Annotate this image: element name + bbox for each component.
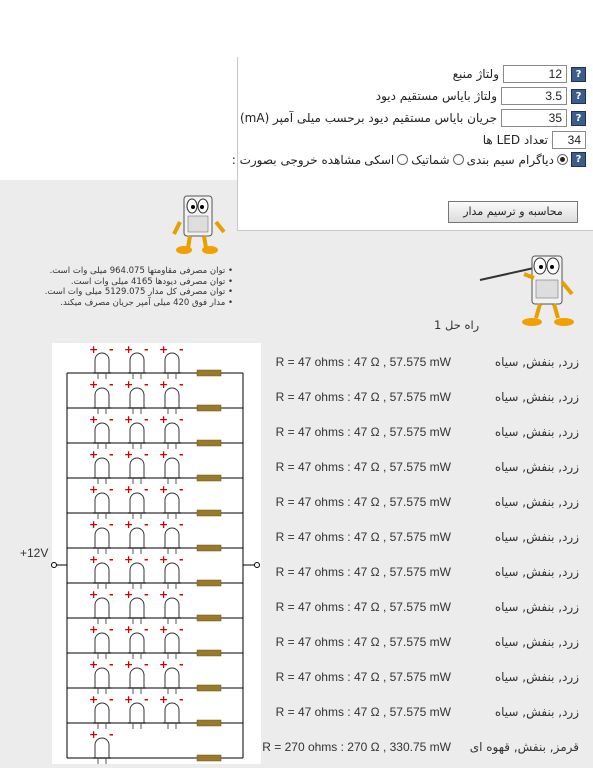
forward-voltage-input[interactable]: 3.5 bbox=[501, 87, 567, 105]
led-minus-sign: - bbox=[144, 693, 149, 706]
led-minus-sign: - bbox=[109, 518, 114, 531]
led-minus-sign: - bbox=[144, 658, 149, 671]
option-schematic-label[interactable]: شماتیک bbox=[411, 152, 450, 167]
led-plus-sign: + bbox=[124, 693, 134, 706]
led-icon bbox=[130, 528, 144, 548]
led-icon bbox=[130, 703, 144, 723]
led-icon bbox=[130, 353, 144, 373]
led-minus-sign: - bbox=[144, 518, 149, 531]
led-plus-sign: + bbox=[124, 553, 134, 566]
led-icon bbox=[95, 703, 109, 723]
led-minus-sign: - bbox=[179, 448, 184, 461]
led-minus-sign: - bbox=[179, 553, 184, 566]
led-icon bbox=[165, 353, 179, 373]
led-minus-sign: - bbox=[109, 448, 114, 461]
resistor-icon bbox=[197, 510, 221, 516]
resistor-result-row bbox=[259, 635, 579, 655]
led-icon bbox=[165, 598, 179, 618]
led-minus-sign: - bbox=[109, 693, 114, 706]
led-minus-sign: - bbox=[179, 588, 184, 601]
led-plus-sign: + bbox=[124, 623, 134, 636]
solution-label: راه حل 1 bbox=[434, 318, 480, 332]
resistor-icon bbox=[197, 405, 221, 411]
resistor-icon bbox=[197, 615, 221, 621]
stat-total-current: • مدار فوق 420 میلی آمپر جریان مصرف میکند. bbox=[8, 298, 233, 309]
resistor-icon bbox=[197, 720, 221, 726]
led-plus-sign: + bbox=[159, 693, 169, 706]
stat-diode-power: • توان مصرفی دیودها 4165 میلی وات است. bbox=[8, 277, 233, 288]
led-icon bbox=[165, 703, 179, 723]
forward-current-input[interactable]: 35 bbox=[501, 109, 567, 127]
led-icon bbox=[130, 458, 144, 478]
resistor-result-row bbox=[259, 355, 579, 375]
resistor-result-row bbox=[259, 705, 579, 725]
led-plus-sign: + bbox=[89, 343, 99, 356]
resistor-value: R = 47 ohms : 47 Ω , 57.575 mW bbox=[275, 635, 451, 649]
help-icon[interactable]: ? bbox=[571, 152, 586, 167]
led-icon bbox=[95, 493, 109, 513]
led-minus-sign: - bbox=[109, 413, 114, 426]
led-minus-sign: - bbox=[144, 588, 149, 601]
led-plus-sign: + bbox=[159, 483, 169, 496]
resistor-color-code: زرد, بنفش, سیاه bbox=[494, 530, 579, 544]
led-plus-sign: + bbox=[124, 343, 134, 356]
resistor-color-code: قرمز, بنفش, قهوه ای bbox=[469, 740, 579, 754]
help-icon[interactable]: ? bbox=[571, 89, 586, 104]
resistor-result-row bbox=[259, 670, 579, 690]
led-plus-sign: + bbox=[159, 553, 169, 566]
led-plus-sign: + bbox=[124, 413, 134, 426]
led-icon bbox=[95, 388, 109, 408]
led-plus-sign: + bbox=[89, 448, 99, 461]
led-icon bbox=[165, 493, 179, 513]
led-plus-sign: + bbox=[89, 728, 99, 741]
led-icon bbox=[95, 458, 109, 478]
led-icon bbox=[165, 528, 179, 548]
resistor-result-row bbox=[259, 530, 579, 550]
led-minus-sign: - bbox=[109, 378, 114, 391]
led-plus-sign: + bbox=[159, 448, 169, 461]
led-icon bbox=[130, 668, 144, 688]
led-minus-sign: - bbox=[144, 343, 149, 356]
led-plus-sign: + bbox=[124, 658, 134, 671]
resistor-icon bbox=[197, 755, 221, 761]
stat-resistor-power: • توان مصرفی مقاومتها 964.075 میلی وات است. bbox=[8, 266, 233, 277]
led-minus-sign: - bbox=[109, 483, 114, 496]
led-minus-sign: - bbox=[179, 658, 184, 671]
led-plus-sign: + bbox=[124, 518, 134, 531]
led-minus-sign: - bbox=[179, 483, 184, 496]
led-minus-sign: - bbox=[179, 518, 184, 531]
led-minus-sign: - bbox=[109, 728, 114, 741]
led-plus-sign: + bbox=[124, 448, 134, 461]
led-plus-sign: + bbox=[89, 378, 99, 391]
led-plus-sign: + bbox=[159, 343, 169, 356]
resistor-result-row bbox=[259, 425, 579, 445]
resistor-icon bbox=[197, 650, 221, 656]
led-minus-sign: - bbox=[109, 343, 114, 356]
led-icon bbox=[165, 563, 179, 583]
led-icon bbox=[95, 423, 109, 443]
source-voltage-input[interactable]: 12 bbox=[503, 65, 567, 83]
resistor-value: R = 47 ohms : 47 Ω , 57.575 mW bbox=[275, 705, 451, 719]
resistor-value: R = 47 ohms : 47 Ω , 57.575 mW bbox=[275, 670, 451, 684]
led-minus-sign: - bbox=[144, 553, 149, 566]
led-minus-sign: - bbox=[179, 343, 184, 356]
resistor-result-row bbox=[259, 495, 579, 515]
option-ascii-label[interactable]: اسکی bbox=[364, 152, 395, 167]
led-plus-sign: + bbox=[89, 658, 99, 671]
resistor-color-code: زرد, بنفش, سیاه bbox=[494, 705, 579, 719]
resistor-value: R = 47 ohms : 47 Ω , 57.575 mW bbox=[275, 565, 451, 579]
resistor-color-code: زرد, بنفش, سیاه bbox=[494, 495, 579, 509]
supply-voltage-label: +12V bbox=[20, 546, 49, 560]
output-view-label: مشاهده خروجی بصورت : bbox=[231, 152, 362, 167]
resistor-icon bbox=[197, 440, 221, 446]
led-minus-sign: - bbox=[144, 378, 149, 391]
led-plus-sign: + bbox=[124, 588, 134, 601]
resistor-color-code: زرد, بنفش, سیاه bbox=[494, 565, 579, 579]
led-minus-sign: - bbox=[179, 623, 184, 636]
led-icon bbox=[130, 598, 144, 618]
resistor-color-code: زرد, بنفش, سیاه bbox=[494, 390, 579, 404]
led-icon bbox=[165, 458, 179, 478]
resistor-color-code: زرد, بنفش, سیاه bbox=[494, 600, 579, 614]
led-plus-sign: + bbox=[89, 518, 99, 531]
led-icon bbox=[130, 423, 144, 443]
resistor-result-row bbox=[259, 740, 579, 760]
option-wiring-label[interactable]: دیاگرام سیم بندی bbox=[466, 152, 554, 167]
led-count-label: تعداد LED ها bbox=[482, 133, 548, 147]
resistor-value: R = 47 ohms : 47 Ω , 57.575 mW bbox=[275, 600, 451, 614]
resistor-value: R = 47 ohms : 47 Ω , 57.575 mW bbox=[275, 460, 451, 474]
led-icon bbox=[130, 388, 144, 408]
led-icon bbox=[95, 563, 109, 583]
led-icon bbox=[130, 493, 144, 513]
resistor-value: R = 47 ohms : 47 Ω , 57.575 mW bbox=[275, 355, 451, 369]
led-icon bbox=[95, 633, 109, 653]
led-plus-sign: + bbox=[89, 413, 99, 426]
led-minus-sign: - bbox=[109, 553, 114, 566]
led-icon bbox=[95, 353, 109, 373]
forward-current-label: جریان بایاس مستقیم دیود برحسب میلی آمپر (mA) bbox=[239, 111, 497, 125]
led-icon bbox=[165, 633, 179, 653]
resistor-color-code: زرد, بنفش, سیاه bbox=[494, 355, 579, 369]
led-plus-sign: + bbox=[159, 378, 169, 391]
resistor-result-row bbox=[259, 460, 579, 480]
led-minus-sign: - bbox=[144, 448, 149, 461]
help-icon[interactable]: ? bbox=[571, 111, 586, 126]
resistor-value: R = 47 ohms : 47 Ω , 57.575 mW bbox=[275, 390, 451, 404]
led-icon bbox=[165, 423, 179, 443]
led-icon bbox=[165, 668, 179, 688]
led-plus-sign: + bbox=[159, 518, 169, 531]
led-icon bbox=[130, 633, 144, 653]
led-minus-sign: - bbox=[179, 693, 184, 706]
resistor-color-code: زرد, بنفش, سیاه bbox=[494, 670, 579, 684]
led-minus-sign: - bbox=[109, 588, 114, 601]
resistor-result-row bbox=[259, 390, 579, 410]
resistor-value: R = 47 ohms : 47 Ω , 57.575 mW bbox=[275, 425, 451, 439]
led-plus-sign: + bbox=[89, 693, 99, 706]
led-plus-sign: + bbox=[124, 483, 134, 496]
resistor-color-code: زرد, بنفش, سیاه bbox=[494, 425, 579, 439]
resistor-icon bbox=[197, 580, 221, 586]
led-minus-sign: - bbox=[179, 413, 184, 426]
help-icon[interactable]: ? bbox=[571, 67, 586, 82]
resistor-value: R = 47 ohms : 47 Ω , 57.575 mW bbox=[275, 495, 451, 509]
source-voltage-label: ولتاژ منبع bbox=[452, 67, 499, 81]
led-plus-sign: + bbox=[89, 483, 99, 496]
led-minus-sign: - bbox=[144, 413, 149, 426]
resistor-icon bbox=[197, 685, 221, 691]
led-minus-sign: - bbox=[109, 658, 114, 671]
led-minus-sign: - bbox=[109, 623, 114, 636]
led-minus-sign: - bbox=[144, 623, 149, 636]
resistor-result-row bbox=[259, 600, 579, 620]
led-icon bbox=[130, 563, 144, 583]
led-plus-sign: + bbox=[124, 378, 134, 391]
resistor-icon bbox=[197, 545, 221, 551]
forward-voltage-label: ولتاژ بایاس مستقیم دیود bbox=[375, 89, 497, 103]
led-plus-sign: + bbox=[89, 623, 99, 636]
resistor-value: R = 47 ohms : 47 Ω , 57.575 mW bbox=[275, 530, 451, 544]
led-minus-sign: - bbox=[179, 378, 184, 391]
resistor-result-row bbox=[259, 565, 579, 585]
resistor-value: R = 270 ohms : 270 Ω , 330.75 mW bbox=[262, 740, 451, 754]
led-icon bbox=[95, 598, 109, 618]
led-plus-sign: + bbox=[159, 413, 169, 426]
led-icon bbox=[165, 388, 179, 408]
led-plus-sign: + bbox=[159, 658, 169, 671]
led-plus-sign: + bbox=[89, 553, 99, 566]
resistor-icon bbox=[197, 475, 221, 481]
led-icon bbox=[95, 528, 109, 548]
stat-total-power: • توان مصرفی کل مدار 5129.075 میلی وات است. bbox=[8, 287, 233, 298]
resistor-color-code: زرد, بنفش, سیاه bbox=[494, 460, 579, 474]
led-minus-sign: - bbox=[144, 483, 149, 496]
calculate-button[interactable]: محاسبه و ترسیم مدار bbox=[448, 201, 578, 223]
resistor-color-code: زرد, بنفش, سیاه bbox=[494, 635, 579, 649]
led-plus-sign: + bbox=[159, 588, 169, 601]
led-count-input[interactable]: 34 bbox=[552, 131, 586, 149]
led-icon bbox=[95, 738, 109, 758]
led-plus-sign: + bbox=[89, 588, 99, 601]
resistor-icon bbox=[197, 370, 221, 376]
supply-terminal-plus bbox=[52, 563, 57, 568]
led-plus-sign: + bbox=[159, 623, 169, 636]
led-icon bbox=[95, 668, 109, 688]
